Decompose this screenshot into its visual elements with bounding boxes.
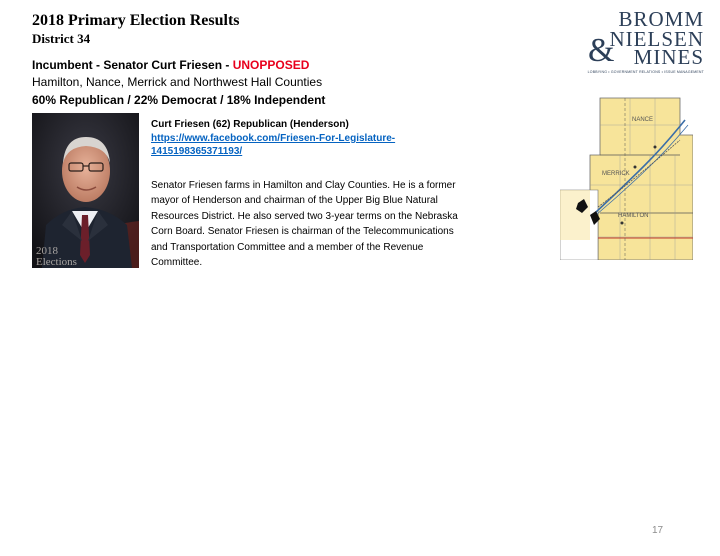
map-label-merrick: MERRICK <box>602 171 630 177</box>
counties-line: Hamilton, Nance, Merrick and Northwest Hall Counties <box>32 75 323 89</box>
district-map <box>560 95 693 260</box>
district-subtitle: District 34 <box>32 31 91 46</box>
map-label-hamilton: HAMILTON <box>618 213 649 219</box>
facebook-link[interactable]: https://www.facebook.com/Friesen-For-Legislature-1415198365371193/ <box>151 133 396 157</box>
unopposed-status: UNOPPOSED <box>232 58 310 72</box>
candidate-heading: Curt Friesen (62) Republican (Henderson) <box>151 119 349 130</box>
photo-watermark-label: Elections <box>36 256 77 268</box>
candidate-portrait-image <box>32 113 139 268</box>
page-title: 2018 Primary Election Results <box>32 12 240 29</box>
party-split-line: 60% Republican / 22% Democrat / 18% Independent <box>32 93 326 107</box>
logo-line-mines: MINES <box>633 45 704 69</box>
candidate-bio: Senator Friesen farms in Hamilton and Clay Counties. He is a former mayor of Henderson and chairman of the Upper Big Blue Natural Resources District. He also served two 3-year terms on the Nebraska Corn Board. Senator Friesen is chairman of the Telecommunications and Transportation Committee and a member of the Revenue Committee. <box>151 180 458 269</box>
candidate-photo <box>32 113 139 268</box>
logo-line-nielsen: NIELSEN <box>609 27 704 51</box>
incumbent-line <box>32 58 309 72</box>
page-number: 17 <box>652 525 664 536</box>
incumbent-label: Incumbent - Senator Curt Friesen - <box>32 58 233 72</box>
logo-line-bromm: BROMM <box>618 7 704 31</box>
logo-ampersand: & <box>588 32 615 69</box>
district-map-image <box>560 95 693 260</box>
map-label-nance: NANCE <box>632 117 654 123</box>
logo-tagline: LOBBYING • GOVERNMENT RELATIONS • ISSUE MANAGEMENT <box>587 70 704 74</box>
photo-watermark-year: 2018 <box>36 245 58 257</box>
bromm-nielsen-mines-logo <box>587 7 706 76</box>
